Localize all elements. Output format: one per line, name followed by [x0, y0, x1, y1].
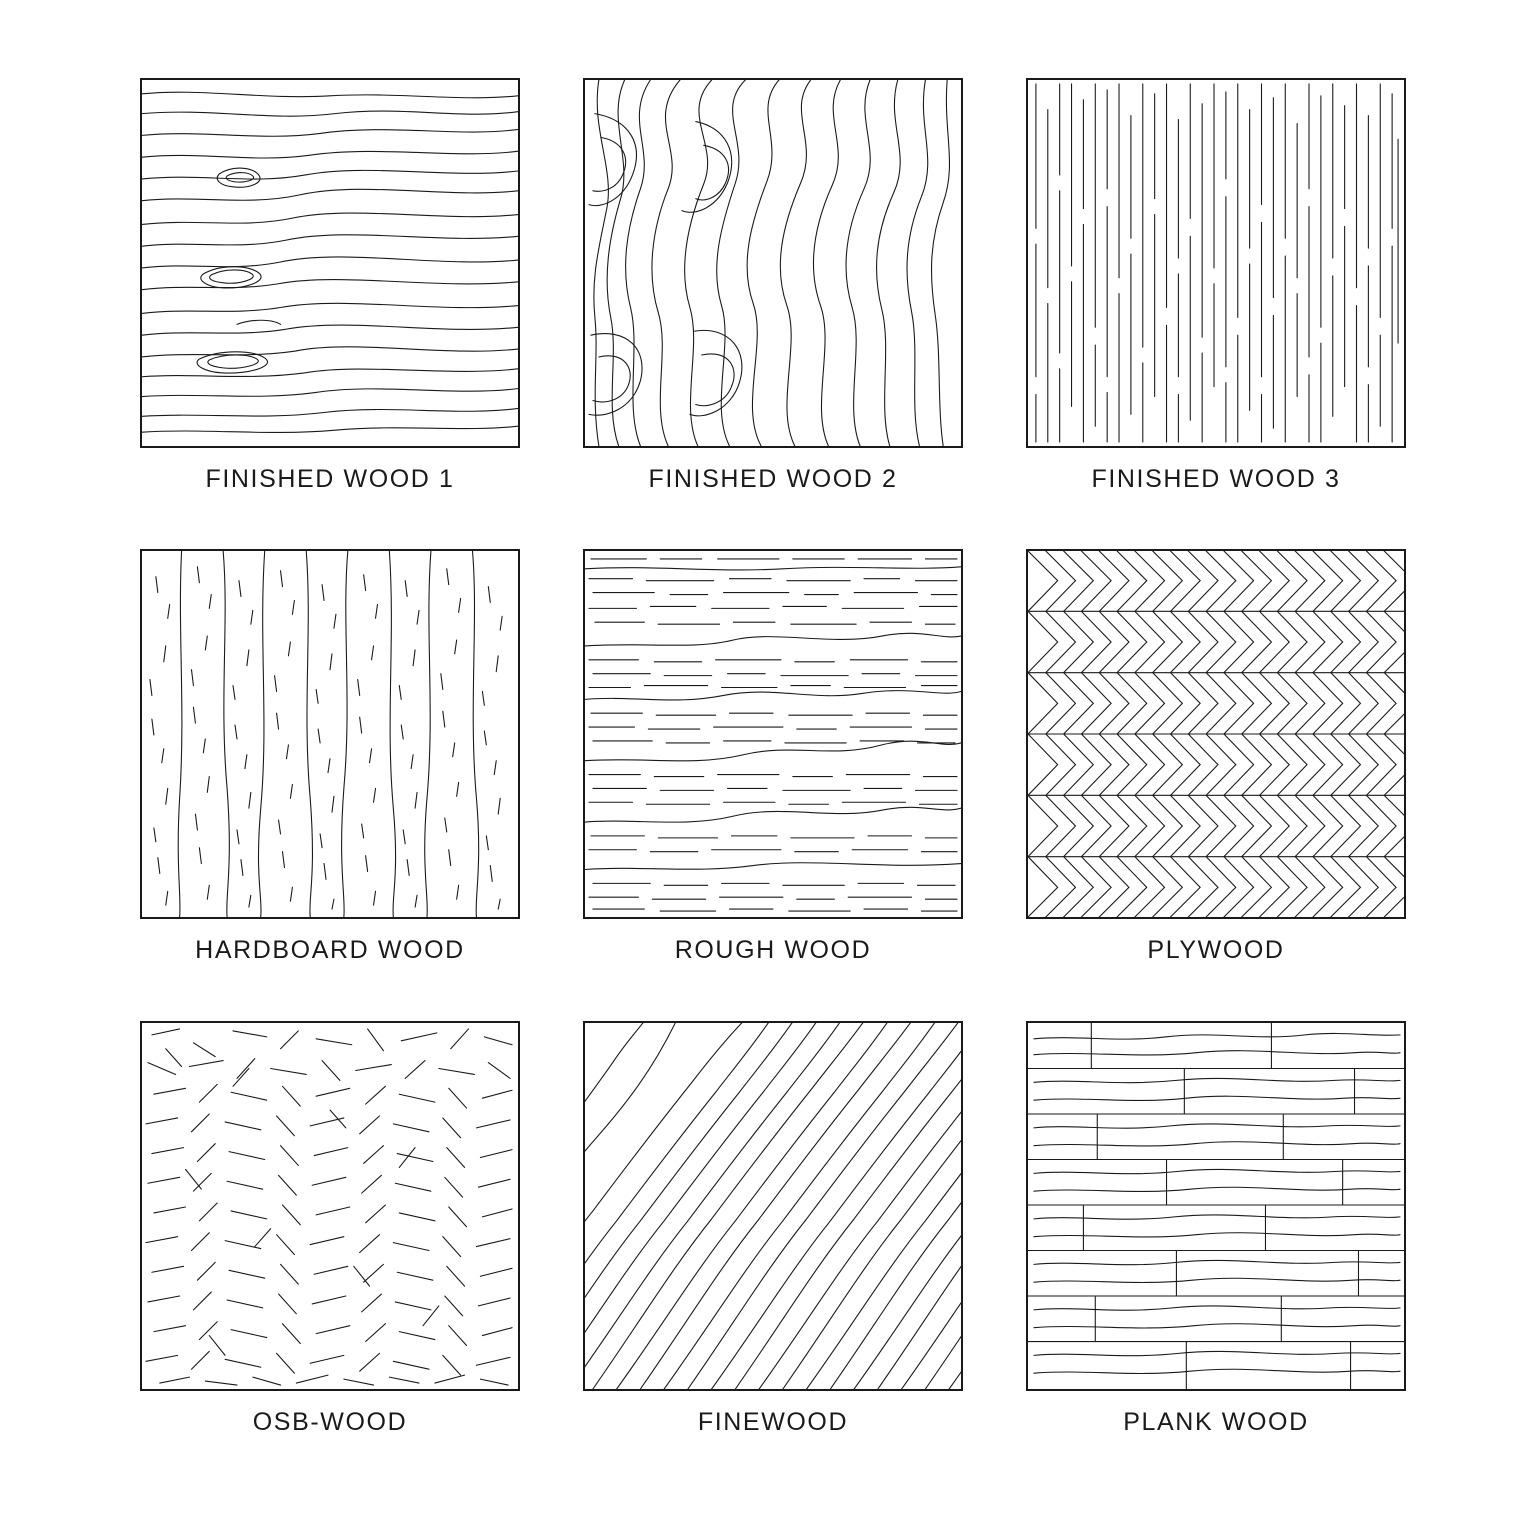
swatch-cell-plank-wood[interactable] — [1026, 1021, 1406, 1480]
swatch-caption: FINISHED WOOD 2 — [648, 465, 898, 493]
swatch-cell-finished-wood-3[interactable] — [1026, 78, 1406, 537]
swatch-finewood[interactable] — [583, 1021, 963, 1391]
swatch-caption: ROUGH WOOD — [674, 936, 872, 965]
swatch-cell-finished-wood-1[interactable] — [140, 78, 520, 537]
swatch-grid — [140, 78, 1400, 1480]
swatch-finished-wood-2[interactable] — [583, 78, 963, 448]
swatch-caption: OSB-WOOD — [252, 1407, 408, 1436]
finished-wood-1-pattern — [142, 80, 518, 446]
swatch-finished-wood-1[interactable] — [140, 78, 520, 448]
swatch-cell-plywood[interactable] — [1026, 549, 1406, 1008]
swatch-plywood[interactable] — [1026, 549, 1406, 919]
swatch-caption: FINISHED WOOD 3 — [1091, 465, 1341, 493]
swatch-caption: PLANK WOOD — [1123, 1407, 1309, 1436]
rough-wood-pattern — [585, 551, 961, 917]
swatch-caption: PLYWOOD — [1147, 936, 1285, 965]
finewood-pattern — [585, 1023, 961, 1389]
swatch-finished-wood-3[interactable] — [1026, 78, 1406, 448]
swatch-caption: FINISHED WOOD 1 — [205, 465, 455, 493]
plank-wood-pattern — [1028, 1023, 1404, 1389]
swatch-cell-hardboard-wood[interactable] — [140, 549, 520, 1008]
swatch-cell-finished-wood-2[interactable] — [583, 78, 963, 537]
swatch-cell-rough-wood[interactable] — [583, 549, 963, 1008]
finished-wood-3-pattern — [1028, 80, 1404, 446]
osb-wood-pattern — [142, 1023, 518, 1389]
plywood-pattern — [1028, 551, 1404, 917]
hardboard-wood-pattern — [142, 551, 518, 917]
swatch-osb-wood[interactable] — [140, 1021, 520, 1391]
swatch-cell-finewood[interactable] — [583, 1021, 963, 1480]
swatch-hardboard-wood[interactable] — [140, 549, 520, 919]
swatch-rough-wood[interactable] — [583, 549, 963, 919]
swatch-caption: HARDBOARD WOOD — [195, 936, 465, 965]
swatch-cell-osb-wood[interactable] — [140, 1021, 520, 1480]
finished-wood-2-pattern — [585, 80, 961, 446]
swatch-plank-wood[interactable] — [1026, 1021, 1406, 1391]
swatch-caption: FINEWOOD — [697, 1407, 849, 1436]
